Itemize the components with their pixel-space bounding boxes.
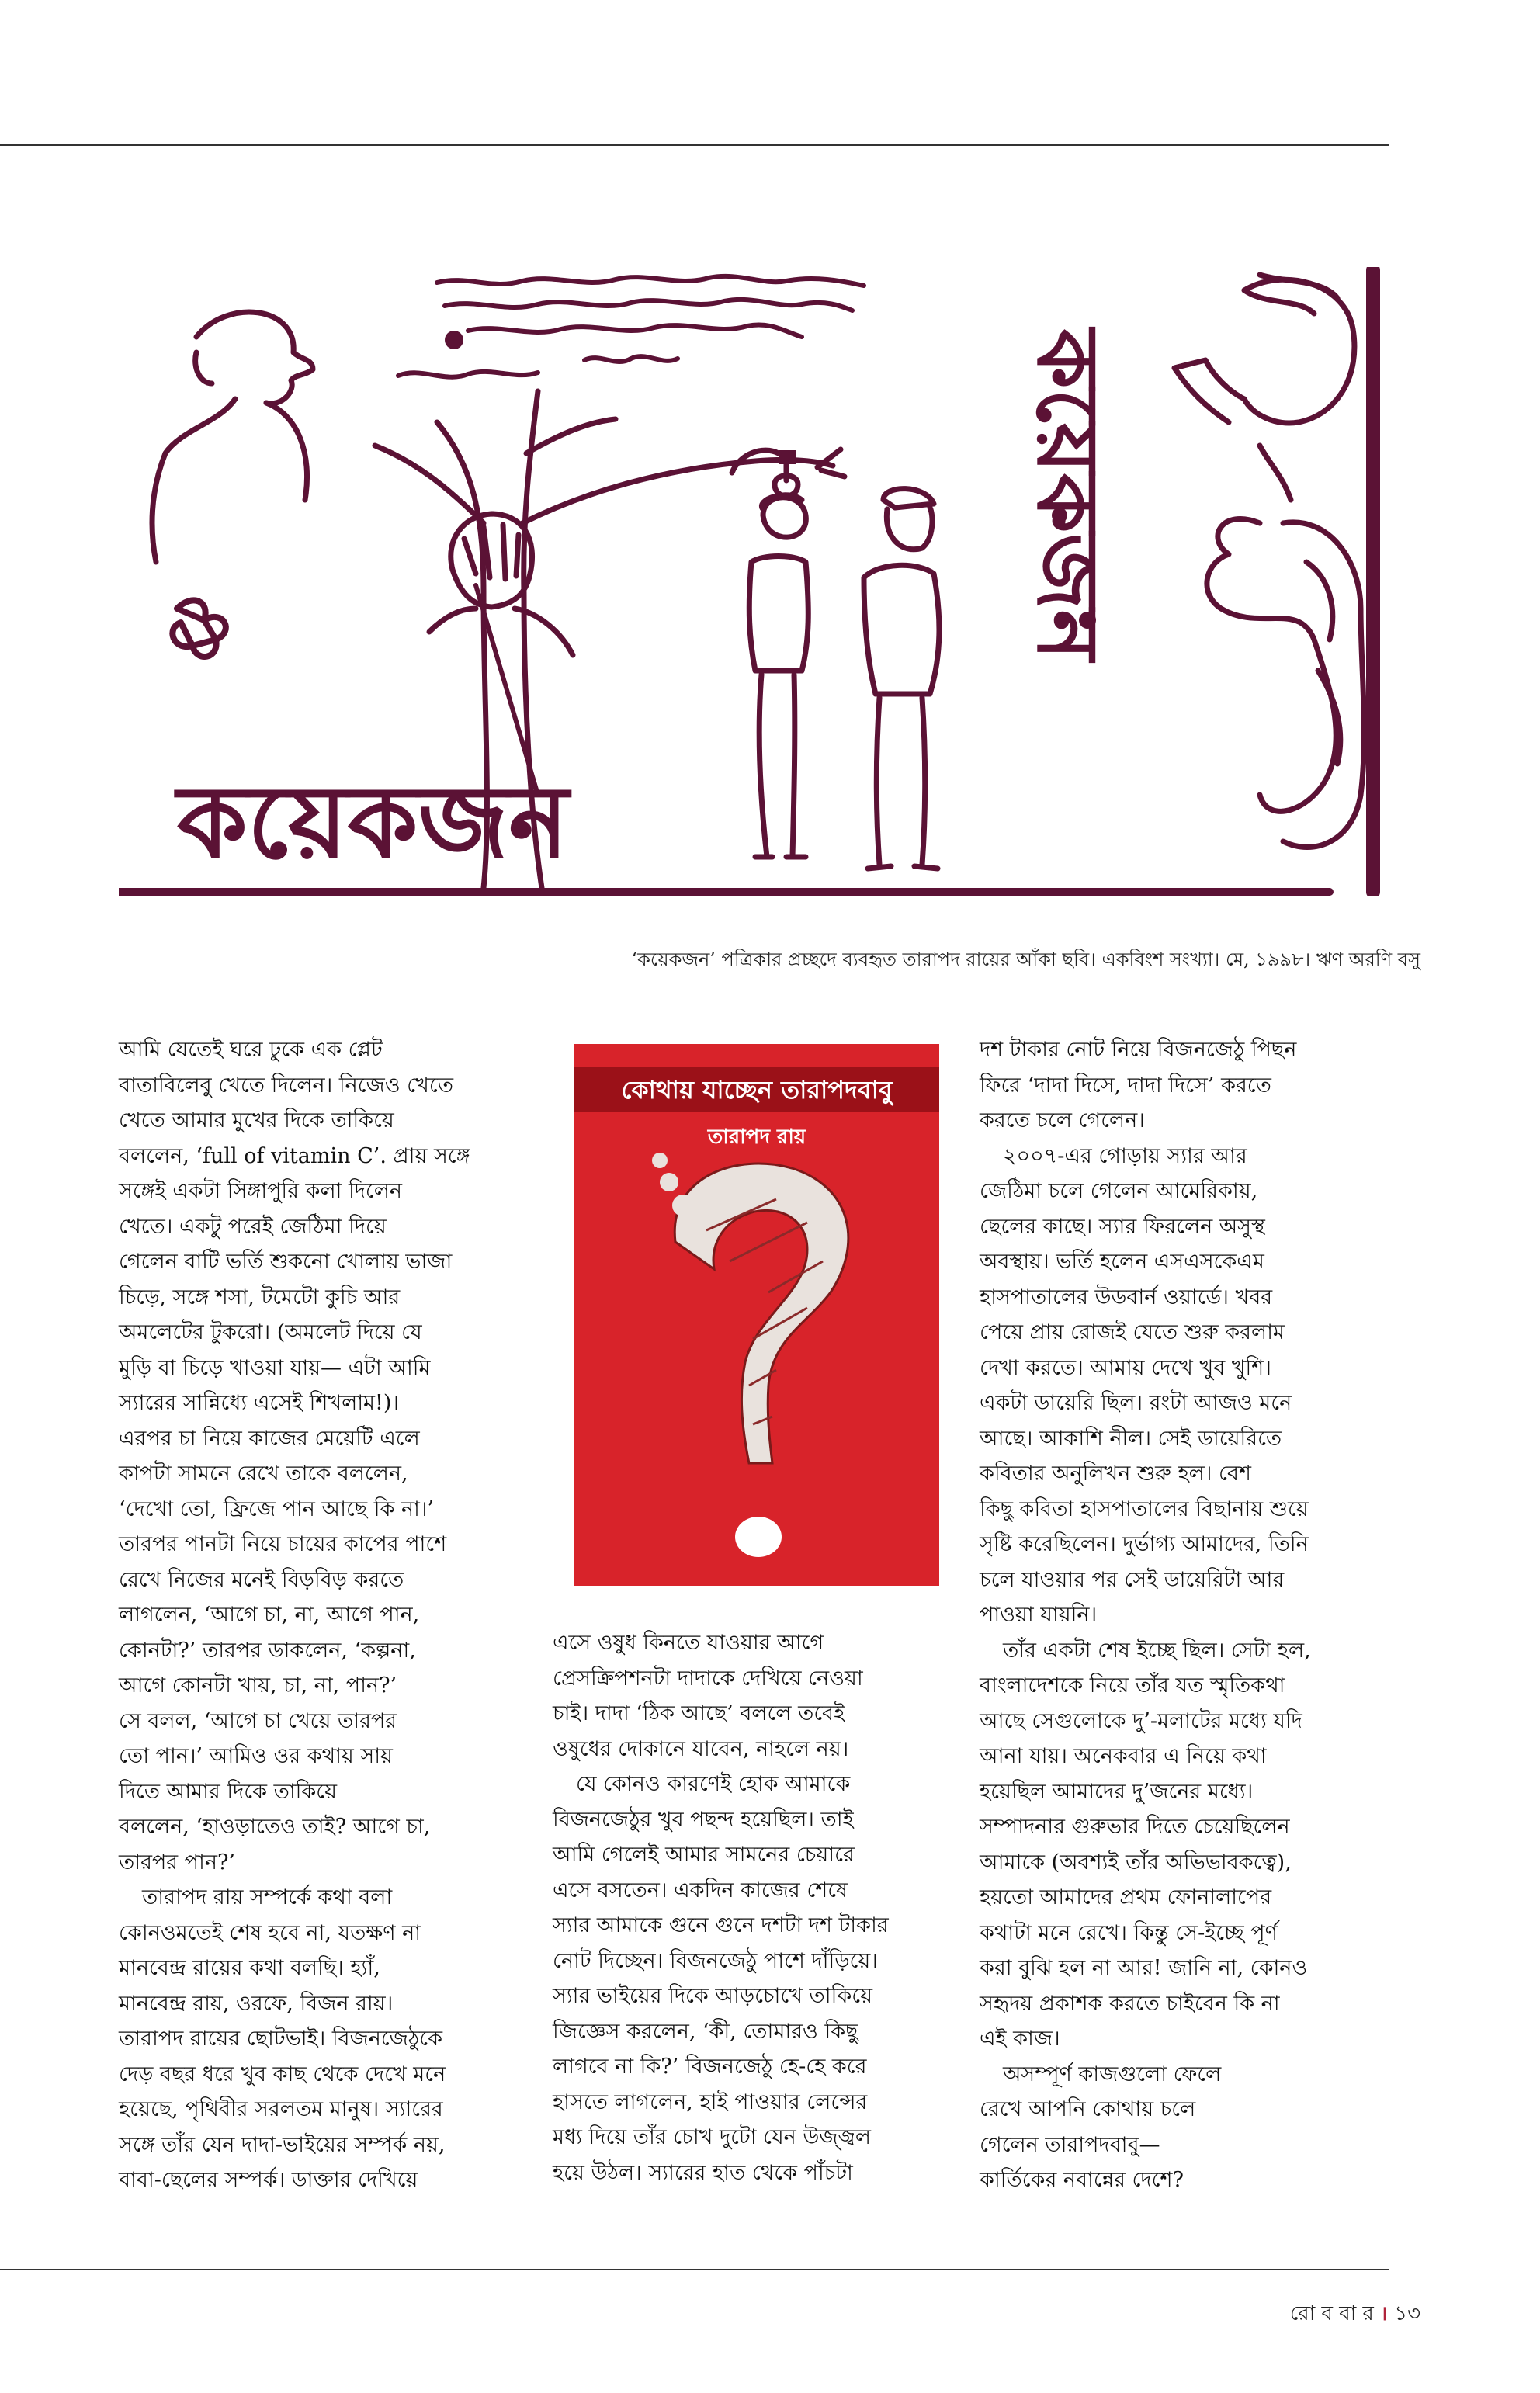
paragraph-line: এসে ওষুধ কিনতে যাওয়ার আগে	[553, 1631, 824, 1655]
paragraph-line: চলে যাওয়ার পর সেই ডায়েরিটা আর	[980, 1567, 1285, 1592]
paragraph-line: লাগলেন, ‘আগে চা, না, আগে পান,	[119, 1603, 420, 1627]
man-figure	[152, 312, 313, 562]
paragraph-line: ফিরে ‘দাদা দিসে, দাদা দিসে’ করতে	[980, 1073, 1271, 1098]
paragraph-line: সঙ্গেই একটা সিঙ্গাপুরি কলা দিলেন	[119, 1179, 402, 1203]
article-column-3	[980, 1032, 1399, 2198]
shouting-man-profile	[1174, 275, 1354, 500]
article-column-2	[553, 1625, 956, 2190]
book-title: কোথায় যাচ্ছেন তারাপদবাবু	[621, 1075, 893, 1105]
paragraph-line: এরপর চা নিয়ে কাজের মেয়েটি এলে	[119, 1426, 420, 1451]
paragraph-line: তাঁর একটা শেষ ইচ্ছে ছিল। সেটা হল,	[1003, 1638, 1311, 1663]
illustration-caption: ‘কয়েকজন’ পত্রিকার প্রচ্ছদে ব্যবহৃত তারাপদ রায়ের আঁকা ছবি। একবিংশ সংখ্যা। মে, ১৯৯৮। ঋণ অরণি বসু	[631, 949, 1420, 970]
magazine-name: রো ব বা র	[1289, 2302, 1374, 2325]
paragraph-line: মানবেন্দ্র রায়, ওরফে, বিজন রায়।	[119, 1991, 394, 2016]
paragraph-line: আছে সেগুলোকে দু’-মলাটের মধ্যে যদি	[980, 1708, 1302, 1733]
paragraph-line: তো পান।’ আমিও ওর কথায় সায়	[119, 1744, 393, 1768]
paragraph-line: সে বলল, ‘আগে চা খেয়ে তারপর	[119, 1708, 397, 1733]
paragraph-line: সঙ্গে তাঁর যেন দাদা-ভাইয়ের সম্পর্ক নয়,	[119, 2132, 446, 2157]
paragraph-line: ২০০৭-এর গোড়ায় স্যার আর	[1003, 1143, 1247, 1168]
paragraph-line: কার্তিকের নবান্নের দেশে?	[980, 2168, 1184, 2192]
paragraph-line: কবিতার অনুলিখন শুরু হল। বেশ	[980, 1462, 1251, 1486]
article-column-1	[119, 1032, 530, 2198]
paragraph-line: স্যার আমাকে গুনে গুনে দশটা দশ টাকার	[553, 1913, 889, 1937]
paragraph-line: নোট দিচ্ছেন। বিজনজেঠু পাশে দাঁড়িয়ে।	[553, 1948, 878, 1973]
paragraph-line: খেতে। একটু পরেই জেঠিমা দিয়ে	[119, 1214, 387, 1239]
paragraph-line: রেখে আপনি কোথায় চলে	[980, 2097, 1196, 2121]
kayekjan-cover-illustration	[119, 267, 1400, 896]
book-author: তারাপদ রায়	[707, 1125, 806, 1149]
banner-title-vertical: কয়েকজন	[1018, 329, 1118, 661]
paragraph-line: বাবা-ছেলের সম্পর্ক। ডাক্তার দেখিয়ে	[119, 2168, 418, 2192]
paragraph-line: অসম্পূর্ণ কাজগুলো ফেলে	[1003, 2062, 1222, 2086]
paragraph-line: জিজ্ঞেস করলেন, ‘কী, তোমারও কিছু	[553, 2019, 858, 2044]
paragraph-line: খেতে আমার মুখের দিকে তাকিয়ে	[119, 1108, 394, 1132]
paragraph-line: বললেন, ‘full of vitamin C’. প্রায় সঙ্গে	[119, 1143, 470, 1168]
paragraph-line: হয়ে উঠল। স্যারের হাত থেকে পাঁচটা	[553, 2160, 853, 2185]
paragraph-line: স্যারের সান্নিধ্যে এসেই শিখলাম!)।	[119, 1391, 400, 1415]
book-cover-image	[574, 1044, 939, 1586]
paragraph-line: এসে বসতেন। একদিন কাজের শেষে	[553, 1878, 848, 1902]
paragraph-line: হাসতে লাগলেন, হাই পাওয়ার লেন্সের	[553, 2090, 868, 2114]
page-number: ১৩	[1394, 2302, 1420, 2325]
paragraph-line: কথাটা মনে রেখে। কিন্তু সে-ইচ্ছে পূর্ণ	[980, 1920, 1278, 1945]
paragraph-line: হয়তো আমাদের প্রথম ফোনালাপের	[980, 1885, 1272, 1909]
paragraph-line: আমি গেলেই আমার সামনের চেয়ারে	[553, 1843, 855, 1867]
paragraph-line: ছেলের কাছে। স্যার ফিরলেন অসুস্থ	[980, 1214, 1265, 1239]
paragraph-line: অবস্থায়। ভর্তি হলেন এসএসকেএম	[980, 1250, 1264, 1274]
paragraph-line: তারপর পানটা নিয়ে চায়ের কাপের পাশে	[119, 1532, 447, 1556]
paragraph-line: চিড়ে, সঙ্গে শসা, টমেটো কুচি আর	[119, 1285, 401, 1309]
paragraph-line: হয়েছিল আমাদের দু’জনের মধ্যে।	[980, 1779, 1254, 1804]
paragraph-line: তারাপদ রায় সম্পর্কে কথা বলা	[142, 1885, 393, 1909]
paragraph-line: গেলেন তারাপদবাবু—	[980, 2132, 1160, 2157]
capped-man-figure	[864, 489, 939, 869]
bottom-rule	[0, 2269, 1389, 2270]
paragraph-line: সহৃদয় প্রকাশক করতে চাইবেন কি না	[980, 1991, 1280, 2016]
paragraph-line: স্যার ভাইয়ের দিকে আড়চোখে তাকিয়ে	[553, 1984, 872, 2008]
paragraph-line: কোনটা?’ তারপর ডাকলেন, ‘কল্পনা,	[119, 1638, 416, 1663]
paragraph-line: অমলেটের টুকরো। (অমলেট দিয়ে যে	[119, 1320, 422, 1344]
paragraph-line: পাওয়া যায়নি।	[980, 1603, 1098, 1627]
paragraph-line: ‘দেখো তো, ফ্রিজে পান আছে কি না।’	[119, 1496, 435, 1521]
pinwheel-icon	[172, 600, 225, 657]
paragraph-line: বললেন, ‘হাওড়াতেও তাই? আগে চা,	[119, 1815, 431, 1839]
banner-title-horizontal: কয়েকজন	[177, 763, 569, 881]
paragraph-line: বাংলাদেশকে নিয়ে তাঁর যত স্মৃতিকথা	[980, 1673, 1285, 1698]
paragraph-line: গেলেন বাটি ভর্তি শুকনো খোলায় ভাজা	[119, 1250, 453, 1274]
paragraph-line: আমি যেতেই ঘরে ঢুকে এক প্লেট	[119, 1038, 383, 1062]
footer-separator: ।	[1380, 2302, 1388, 2325]
paragraph-line: সৃষ্টি করেছিলেন। দুর্ভাগ্য আমাদের, তিনি	[980, 1532, 1309, 1556]
paragraph-line: করতে চলে গেলেন।	[980, 1108, 1145, 1132]
paragraph-line: কাপটা সামনে রেখে তাকে বললেন,	[119, 1462, 408, 1486]
paragraph-line: করা বুঝি হল না আর! জানি না, কোনও	[980, 1956, 1308, 1980]
paragraph-line: দিতে আমার দিকে তাকিয়ে	[119, 1779, 338, 1804]
paragraph-line: আগে কোনটা খায়, চা, না, পান?’	[119, 1673, 397, 1698]
paragraph-line: পেয়ে প্রায় রোজই যেতে শুরু করলাম	[980, 1320, 1285, 1344]
paragraph-line: দেখা করতে। আমায় দেখে খুব খুশি।	[980, 1355, 1271, 1380]
paragraph-line: যে কোনও কারণেই হোক আমাকে	[576, 1772, 851, 1796]
paragraph-line: মুড়ি বা চিড়ে খাওয়া যায়— এটা আমি	[119, 1355, 431, 1380]
paragraph-line: একটা ডায়েরি ছিল। রংটা আজও মনে	[980, 1391, 1292, 1415]
paragraph-line: আনা যায়। অনেকবার এ নিয়ে কথা	[980, 1744, 1267, 1768]
paragraph-line: তারাপদ রায়ের ছোটভাই। বিজনজেঠুকে	[119, 2027, 443, 2051]
tree-canopy	[398, 276, 864, 377]
paragraph-line: আছে। আকাশি নীল। সেই ডায়েরিতে	[980, 1426, 1282, 1451]
paragraph-line: হয়েছে, পৃথিবীর সরলতম মানুষ। স্যারের	[119, 2097, 443, 2121]
top-rule	[0, 144, 1389, 146]
paragraph-line: দেড় বছর ধরে খুব কাছ থেকে দেখে মনে	[119, 2062, 446, 2086]
paragraph-line: আমাকে (অবশ্যই তাঁর অভিভাবকত্বে),	[980, 1850, 1292, 1875]
paragraph-line: দশ টাকার নোট নিয়ে বিজনজেঠু পিছন	[980, 1038, 1297, 1062]
paragraph-line: রেখে নিজের মনেই বিড়বিড় করতে	[119, 1567, 404, 1592]
paragraph-line: জেঠিমা চলে গেলেন আমেরিকায়,	[980, 1179, 1258, 1203]
paragraph-line: সম্পাদনার গুরুভার দিতে চেয়েছিলেন	[980, 1815, 1290, 1839]
paragraph-line: কোনওমতেই শেষ হবে না, যতক্ষণ না	[119, 1920, 421, 1945]
paragraph-line: তারপর পান?’	[119, 1850, 236, 1875]
paragraph-line: মানবেন্দ্র রায়ের কথা বলছি। হ্যাঁ,	[119, 1956, 380, 1980]
paragraph-line: কিছু কবিতা হাসপাতালের বিছানায় শুয়ে	[980, 1496, 1309, 1521]
paragraph-line: লাগবে না কি?’ বিজনজেঠু হে-হে করে	[553, 2055, 867, 2079]
paragraph-line: এই কাজ।	[980, 2027, 1060, 2051]
hanged-figure	[749, 461, 808, 857]
paragraph-line: মধ্য দিয়ে তাঁর চোখ দুটো যেন উজ্জ্বল	[553, 2125, 872, 2149]
woman-profile	[1207, 519, 1365, 848]
paragraph-line: চাই। দাদা ‘ঠিক আছে’ বললে তবেই	[553, 1701, 845, 1725]
paragraph-line: প্রেসক্রিপশনটা দাদাকে দেখিয়ে নেওয়া	[553, 1666, 863, 1691]
paragraph-line: বাতাবিলেবু খেতে দিলেন। নিজেও খেতে	[119, 1073, 453, 1098]
paragraph-line: হাসপাতালের উডবার্ন ওয়ার্ডে। খবর	[980, 1285, 1273, 1309]
paragraph-line: ওষুধের দোকানে যাবেন, নাহলে নয়।	[553, 1736, 849, 1761]
paragraph-line: বিজনজেঠুর খুব পছন্দ হয়েছিল। তাই	[553, 1807, 854, 1832]
bald-man-figure	[429, 514, 573, 655]
page-footer	[1290, 2298, 1420, 2332]
